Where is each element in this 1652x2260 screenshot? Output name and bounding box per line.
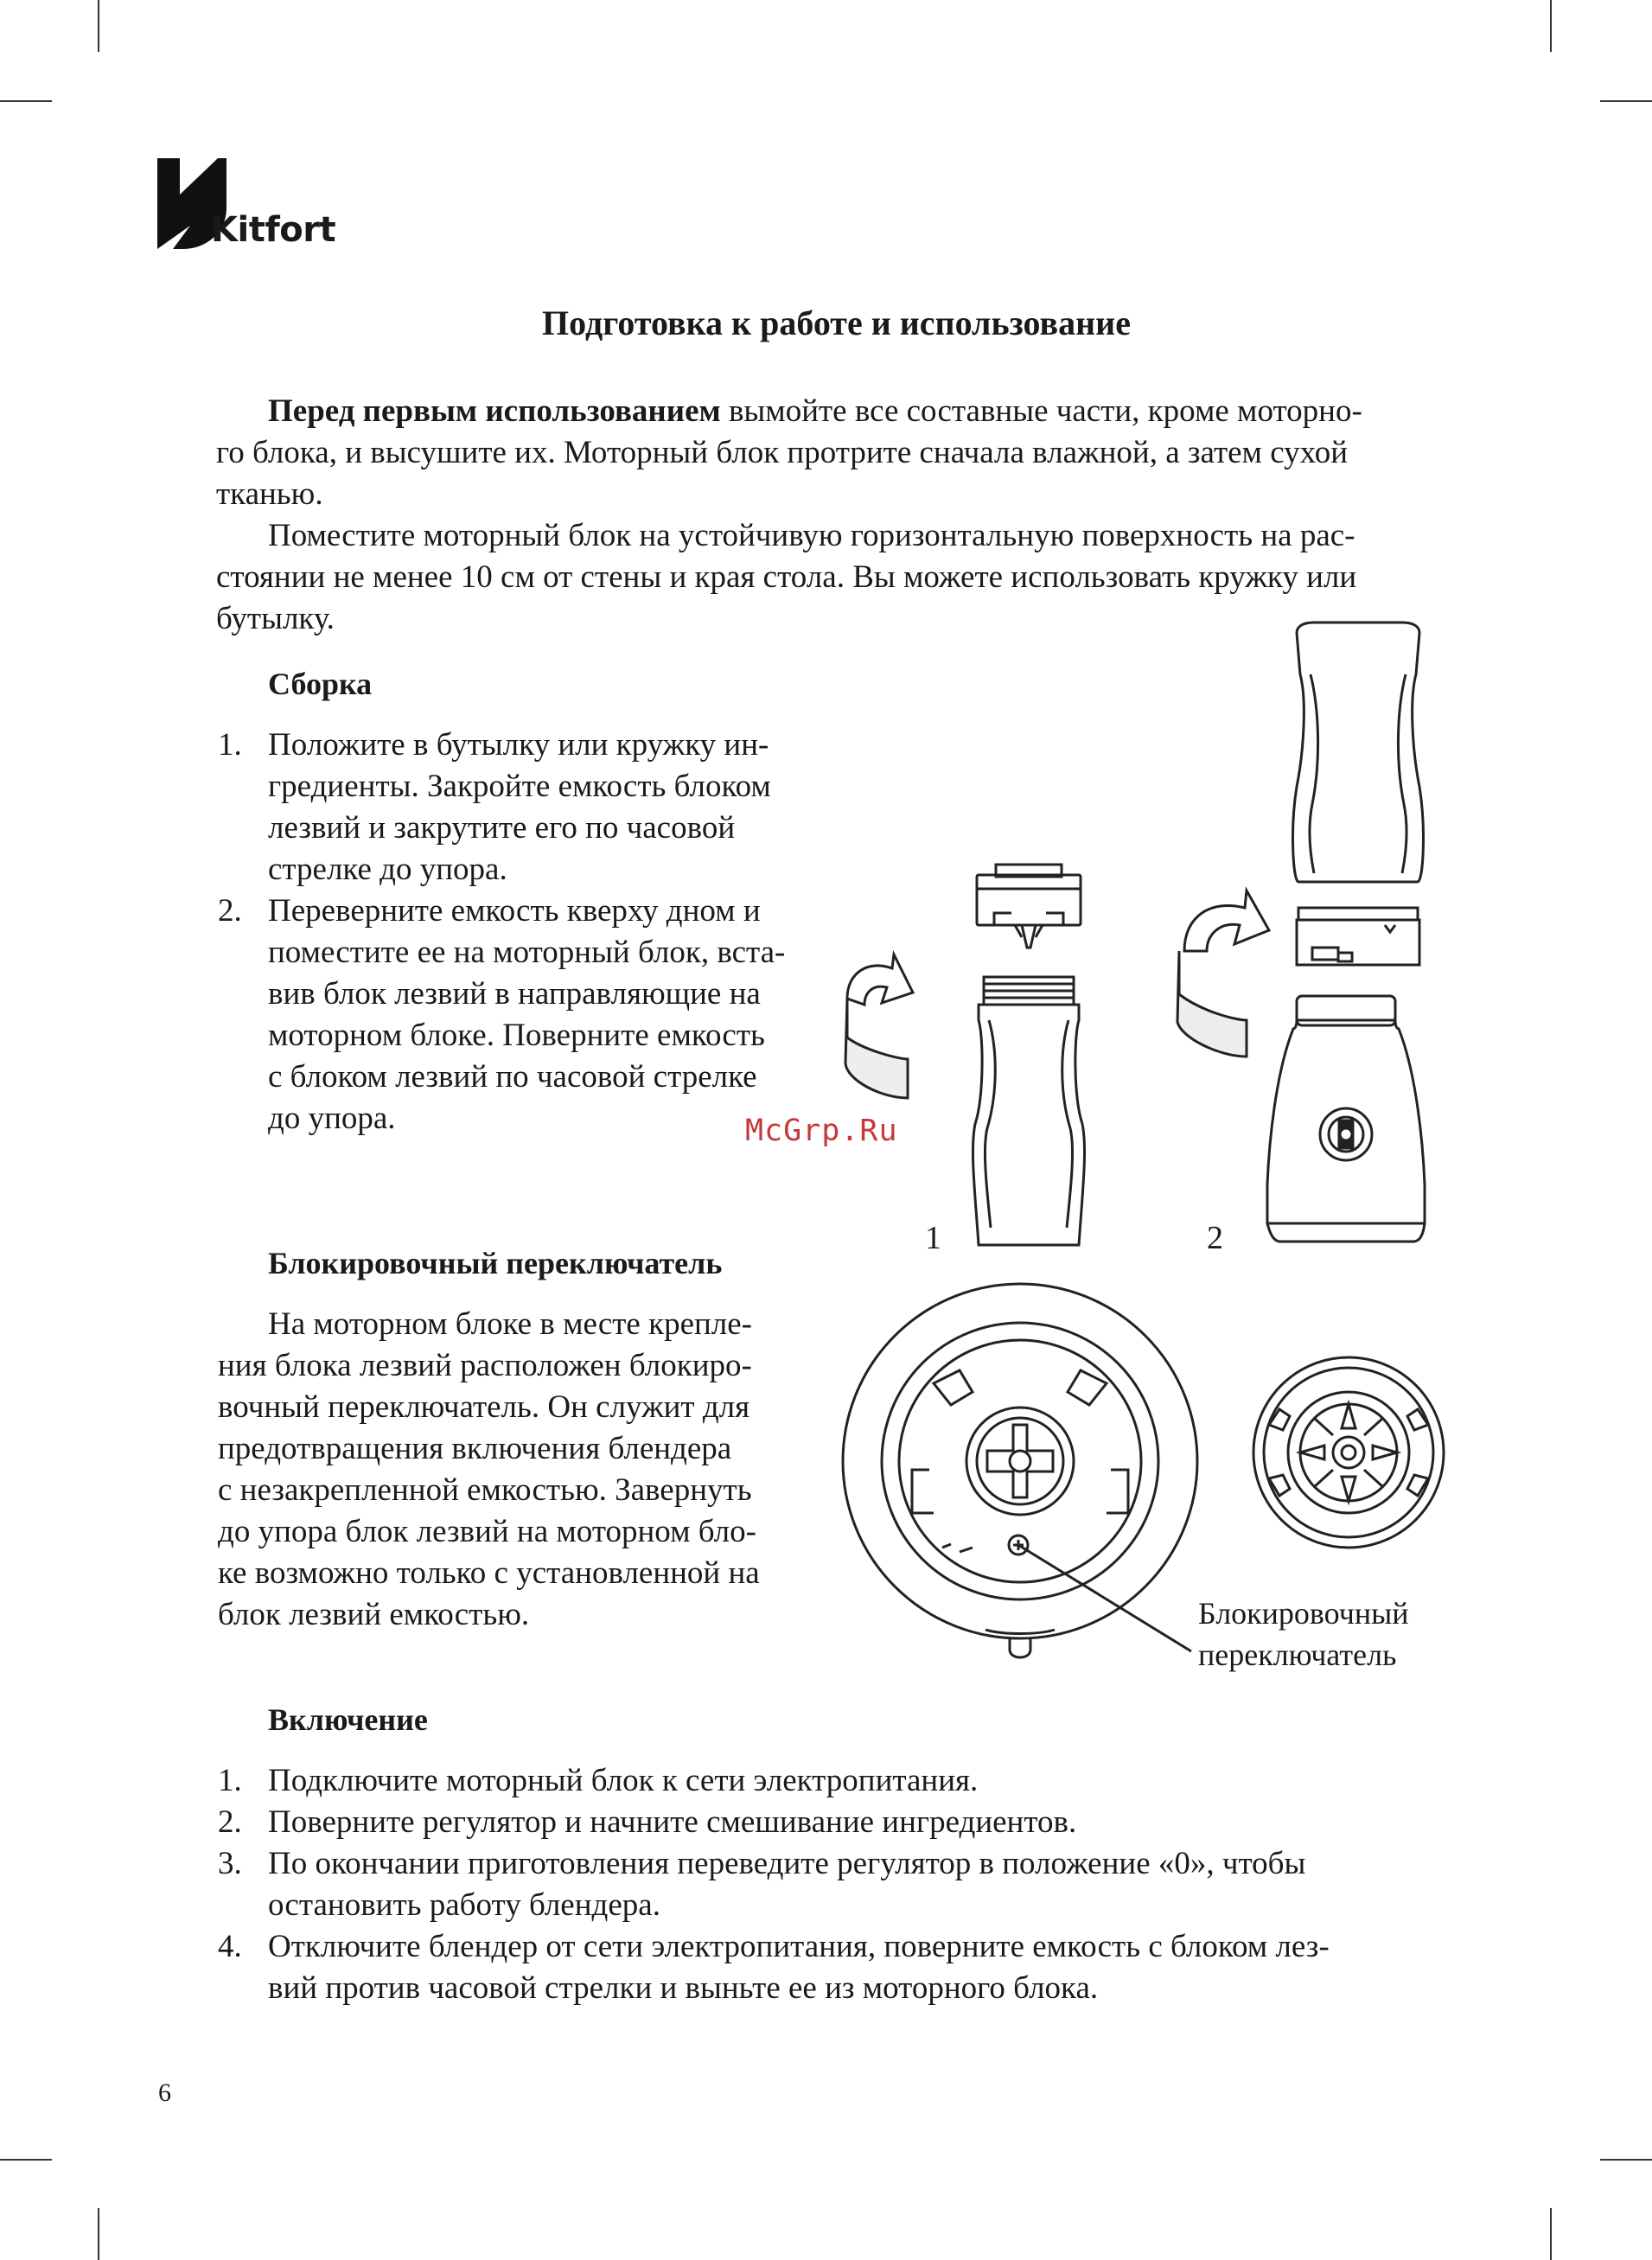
crop-mark — [1600, 100, 1652, 102]
crop-mark — [1550, 2208, 1552, 2260]
figure-1-illustration — [830, 865, 1219, 1254]
brand-logo — [157, 158, 348, 253]
crop-mark — [98, 2208, 99, 2260]
crop-mark — [1600, 2159, 1652, 2161]
crop-mark — [1550, 0, 1552, 52]
figure-1-label: 1 — [925, 1220, 941, 1256]
crop-mark — [0, 2159, 52, 2161]
intro-bold-lead: Перед первым использованием — [268, 393, 721, 429]
motor-base-top-view — [830, 1288, 1210, 1669]
figure-2-label: 2 — [1207, 1220, 1223, 1256]
lock-switch-paragraph: На моторном блоке в месте крепле- ния блока лезвий расположен блокиро- вочный переключатель. Он служит для предотвращения включения блендера с незакрепленной емкостью. Завернуть до упора блок лезвий на моторном бло- ке возможно только с установленной на блок лезвий емкостью. — [218, 1306, 760, 1632]
blade-unit-bottom-view — [1245, 1349, 1452, 1556]
lock-switch-caption: Блокировочный переключатель — [1198, 1596, 1409, 1672]
crop-mark — [98, 0, 99, 52]
brand-name: Kitfort — [211, 210, 336, 250]
lock-switch-heading: Блокировочный переключатель — [268, 1246, 723, 1280]
intro-paragraph-2: Поместите моторный блок на устойчивую горизонтальную поверхность на рас- стоянии не менее 10 см от стены и края стола. Вы можете использовать кружку или бутылку. — [216, 518, 1357, 636]
page-title: Подготовка к работе и использование — [542, 303, 1131, 342]
watermark: McGrp.Ru — [745, 1114, 898, 1148]
figure-2-illustration — [1167, 622, 1478, 1262]
page-number: 6 — [158, 2078, 171, 2107]
power-on-heading: Включение — [268, 1702, 428, 1737]
intro-paragraph-1: Перед первым использованием вымойте все составные части, кроме моторно- го блока, и высушите их. Моторный блок протрите сначала влажной, а затем сухой тканью. — [216, 393, 1362, 512]
assembly-heading: Сборка — [268, 667, 373, 701]
crop-mark — [0, 100, 52, 102]
